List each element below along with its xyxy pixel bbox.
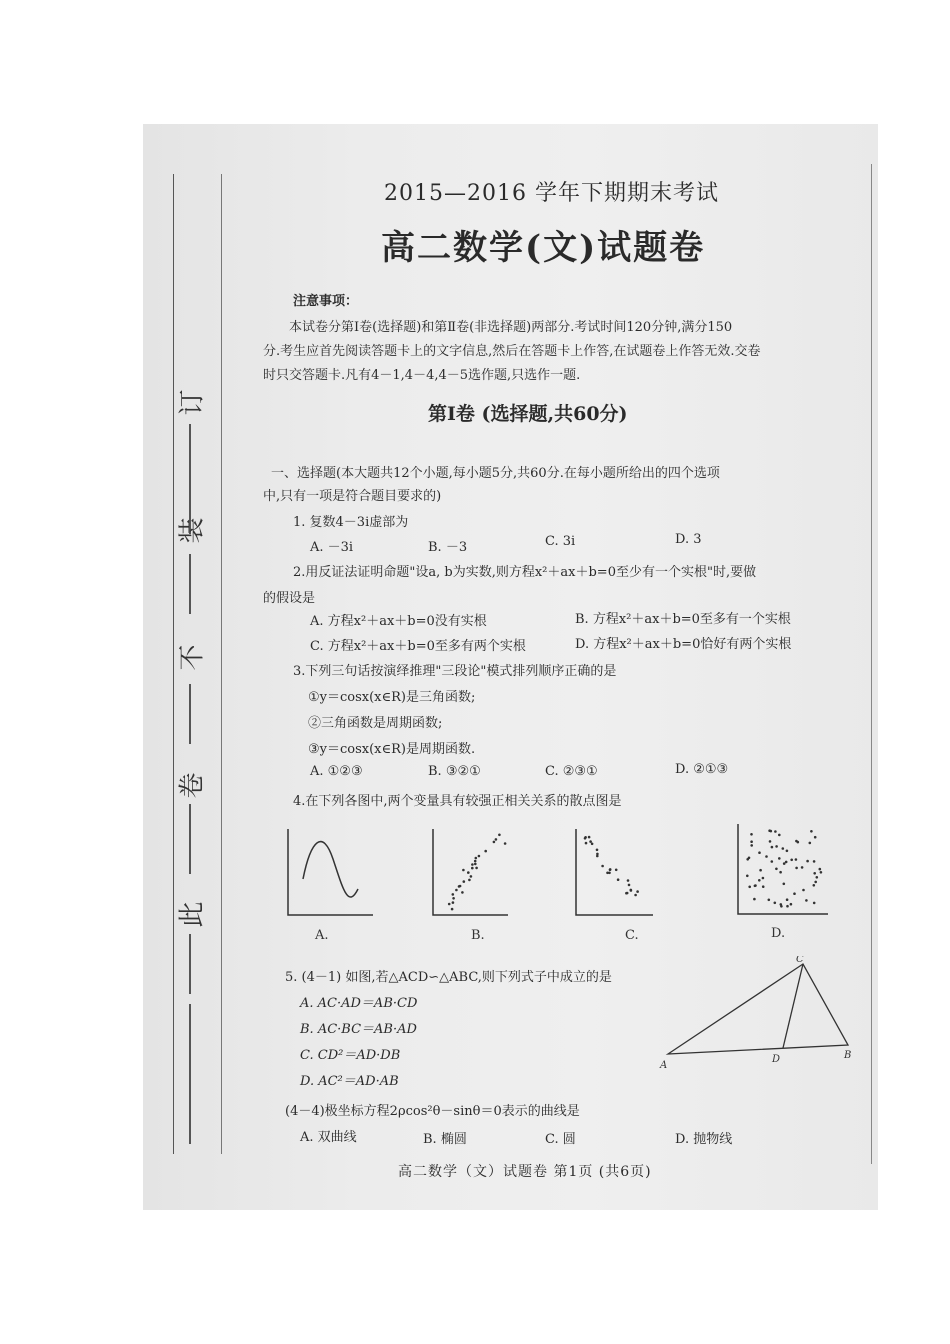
notice-heading: 注意事项： <box>293 294 359 309</box>
binding-line-dash <box>189 554 191 614</box>
figure-d-point <box>779 871 782 874</box>
binding-line-dash <box>189 934 191 994</box>
figure-d-point <box>813 884 816 887</box>
figure-d-point <box>797 841 800 844</box>
figure-d-point <box>750 844 753 847</box>
margin-char: 不 <box>177 644 208 671</box>
q1-stem: 1. 复数4－3i虚部为 <box>293 515 409 530</box>
figure-c-point <box>596 855 599 858</box>
figure-d-point <box>795 867 798 870</box>
q1-option-b: B. －3 <box>428 540 468 555</box>
figure-b-point <box>463 880 466 883</box>
q3-option-c: C. ②③① <box>545 764 598 779</box>
figure-d-point <box>758 851 761 854</box>
q2-option-a: A. 方程x²＋ax＋b=0没有实根 <box>310 614 487 629</box>
figure-d-point <box>805 899 808 902</box>
figure-c-point <box>596 849 599 852</box>
q3-stem: 3.下列三句话按演绎推理"三段论"模式排列顺序正确的是 <box>293 664 617 679</box>
svg-text:C: C <box>796 956 804 965</box>
svg-text:D: D <box>772 1054 781 1065</box>
figure-c-point <box>601 865 604 868</box>
figure-c-point <box>626 892 629 895</box>
figure-d-point <box>802 889 805 892</box>
section-intro: 中,只有一项是符合题目要求的) <box>263 489 442 504</box>
page-footer: 高二数学（文）试题卷 第1页 (共6页) <box>398 1164 652 1180</box>
figure-b-point <box>452 893 455 896</box>
figure-d-point <box>814 836 817 839</box>
figure-d-label: D. <box>771 926 786 941</box>
figure-b-point <box>471 863 474 866</box>
figure-d-point <box>746 858 749 861</box>
figure-c-point <box>609 868 612 871</box>
figure-d-point <box>813 872 816 875</box>
q3-option-b: B. ③②① <box>428 764 481 779</box>
figure-a-label: A. <box>315 928 329 943</box>
q2-option-c: C. 方程x²＋ax＋b=0至多有两个实根 <box>310 639 526 654</box>
figure-d-point <box>820 871 823 874</box>
figure-d-point <box>813 860 816 863</box>
figure-c-point <box>634 894 637 897</box>
q1-option-c: C. 3i <box>545 534 576 549</box>
figure-d-point <box>790 903 793 906</box>
figure-c-point <box>636 890 639 893</box>
figure-b-point <box>470 875 473 878</box>
figure-b-point <box>474 863 477 866</box>
figure-d-point <box>765 855 768 858</box>
figure-d-point <box>816 876 819 879</box>
margin-char: 装 <box>177 517 208 544</box>
figure-d-point <box>775 868 778 871</box>
figure-d-point <box>750 833 753 836</box>
figure-d-point <box>762 877 765 880</box>
q2-stem: 的假设是 <box>263 591 316 606</box>
q1-option-d: D. 3 <box>675 532 702 547</box>
notice-line: 时只交答题卡.凡有4－1,4－4,4－5选作题,只选作一题. <box>263 368 581 383</box>
q3-statement: ②三角函数是周期函数; <box>308 716 443 731</box>
notice-line: 分.考生应首先阅读答题卡上的文字信息,然后在答题卡上作答,在试题卷上作答无效.交卷 <box>263 344 761 359</box>
figure-d-point <box>771 860 774 863</box>
figure-d-point <box>786 905 789 908</box>
svg-text:A: A <box>660 1060 668 1071</box>
q3-option-d: D. ②①③ <box>675 762 729 777</box>
figure-a-axes <box>288 829 373 915</box>
q5-option-b: B. AC·BC＝AB·AD <box>300 1022 417 1037</box>
figure-d-point <box>748 886 751 889</box>
figure-c-point <box>630 889 633 892</box>
q5b-option-a: A. 双曲线 <box>300 1130 357 1145</box>
binding-line-dash <box>189 1004 191 1144</box>
figure-c-point <box>584 837 587 840</box>
figure-d-point <box>774 830 777 833</box>
figure-c-point <box>585 842 588 845</box>
figure-b-point <box>475 867 478 870</box>
q5-triangle-figure <box>658 956 858 1071</box>
figure-d-point <box>814 881 817 884</box>
q4-scatter-figures <box>273 819 853 949</box>
q5b-option-d: D. 抛物线 <box>675 1132 733 1147</box>
figure-d-point <box>768 899 771 902</box>
figure-d-point <box>770 830 773 833</box>
section-title: 第Ⅰ卷 (选择题,共60分) <box>428 403 628 425</box>
figure-d-point <box>754 884 757 887</box>
figure-d-point <box>753 898 756 901</box>
figure-d-point <box>769 840 772 843</box>
figure-d-point <box>786 898 789 901</box>
exam-page <box>143 124 878 1210</box>
margin-char: 此 <box>177 901 208 928</box>
figure-b-point <box>498 834 501 837</box>
margin-char: 订 <box>177 389 208 416</box>
figure-b-point <box>459 885 462 888</box>
figure-d-point <box>775 845 778 848</box>
q2-option-d: D. 方程x²＋ax＋b=0恰好有两个实根 <box>575 637 792 652</box>
exam-term-line: 2015—2016 学年下期期末考试 <box>384 181 719 206</box>
q4-stem: 4.在下列各图中,两个变量具有较强正相关关系的散点图是 <box>293 794 622 809</box>
figure-d-point <box>758 879 761 882</box>
binding-line-inner <box>221 174 222 1154</box>
figure-d-point <box>785 861 788 864</box>
figure-b-point <box>468 879 471 882</box>
figure-b-point <box>461 891 464 894</box>
figure-d-point <box>813 902 816 905</box>
figure-d-point <box>809 842 812 845</box>
figure-d-point <box>790 859 793 862</box>
figure-b-point <box>448 903 451 906</box>
q2-stem: 2.用反证法证明命题"设a, b为实数,则方程x²＋ax＋b=0至少有一个实根"时,要做 <box>293 565 757 580</box>
figure-b-point <box>475 857 478 860</box>
figure-c-point <box>589 840 592 843</box>
q5-option-d: D. AC²＝AD·AB <box>300 1074 399 1089</box>
figure-c-point <box>615 869 618 872</box>
binding-line-dash <box>189 804 191 874</box>
figure-b-point <box>504 842 507 845</box>
figure-a-curve <box>303 842 358 897</box>
figure-d-point <box>762 885 765 888</box>
figure-d-point <box>759 869 762 872</box>
q5-stem: 5. (4－1) 如图,若△ACD∽△ABC,则下列式子中成立的是 <box>285 970 612 985</box>
figure-c-point <box>591 843 594 846</box>
figure-b-point <box>471 867 474 870</box>
figure-b-point <box>474 860 477 863</box>
figure-d-point <box>750 840 753 843</box>
figure-b-point <box>467 871 470 874</box>
figure-d-point <box>771 846 774 849</box>
figure-b-point <box>495 838 498 841</box>
figure-c-point <box>617 878 620 881</box>
figure-d-point <box>778 857 781 860</box>
figure-d-point <box>782 847 785 850</box>
q5b-option-b: B. 椭圆 <box>423 1132 467 1147</box>
svg-text:B: B <box>844 1050 852 1061</box>
q3-statement: ①y＝cosx(x∈R)是三角函数; <box>308 690 476 705</box>
notice-line: 本试卷分第Ⅰ卷(选择题)和第Ⅱ卷(非选择题)两部分.考试时间120分钟,满分150 <box>289 320 733 335</box>
q3-option-a: A. ①②③ <box>310 764 363 779</box>
figure-b-point <box>462 869 465 872</box>
margin-char: 卷 <box>177 772 208 799</box>
figure-c-point <box>588 836 591 839</box>
q5-option-c: C. CD²＝AD·DB <box>300 1048 401 1063</box>
figure-b-point <box>484 850 487 853</box>
figure-d-point <box>801 866 804 869</box>
figure-b-point <box>478 855 481 858</box>
figure-d-point <box>793 892 796 895</box>
figure-d-point <box>783 862 786 865</box>
right-edge-line <box>871 164 872 1164</box>
figure-d-point <box>819 868 822 871</box>
figure-b-point <box>455 889 458 892</box>
figure-b-point <box>451 908 454 911</box>
figure-c-label: C. <box>625 928 639 943</box>
q5b-stem: (4－4)极坐标方程2ρcos²θ－sinθ＝0表示的曲线是 <box>285 1104 580 1119</box>
figure-b-point <box>452 901 455 904</box>
figure-d-point <box>810 830 813 833</box>
q2-option-b: B. 方程x²＋ax＋b=0至多有一个实根 <box>575 612 791 627</box>
figure-b-axes <box>433 829 508 915</box>
q3-statement: ③y＝cosx(x∈R)是周期函数. <box>308 742 476 757</box>
figure-b-point <box>493 841 496 844</box>
figure-c-point <box>627 879 630 882</box>
figure-c-axes <box>576 829 653 915</box>
figure-d-point <box>746 875 749 878</box>
figure-d-point <box>783 883 786 886</box>
q5b-option-c: C. 圆 <box>545 1132 576 1147</box>
figure-c-point <box>608 872 611 875</box>
q5-option-a: A. AC·AD＝AB·CD <box>300 996 418 1011</box>
figure-d-point <box>795 858 798 861</box>
figure-c-point <box>628 884 631 887</box>
figure-b-label: B. <box>471 928 485 943</box>
figure-d-point <box>806 860 809 863</box>
binding-line-dash <box>189 684 191 744</box>
figure-d-point <box>778 834 781 837</box>
figure-b-point <box>452 897 455 900</box>
figure-d-point <box>780 905 783 908</box>
section-intro: 一、选择题(本大题共12个小题,每小题5分,共60分.在每小题所给出的四个选项 <box>271 466 720 481</box>
exam-title: 高二数学(文)试题卷 <box>381 228 706 268</box>
q1-option-a: A. －3i <box>310 540 354 555</box>
figure-d-point <box>786 850 789 853</box>
figure-d-point <box>774 902 777 905</box>
